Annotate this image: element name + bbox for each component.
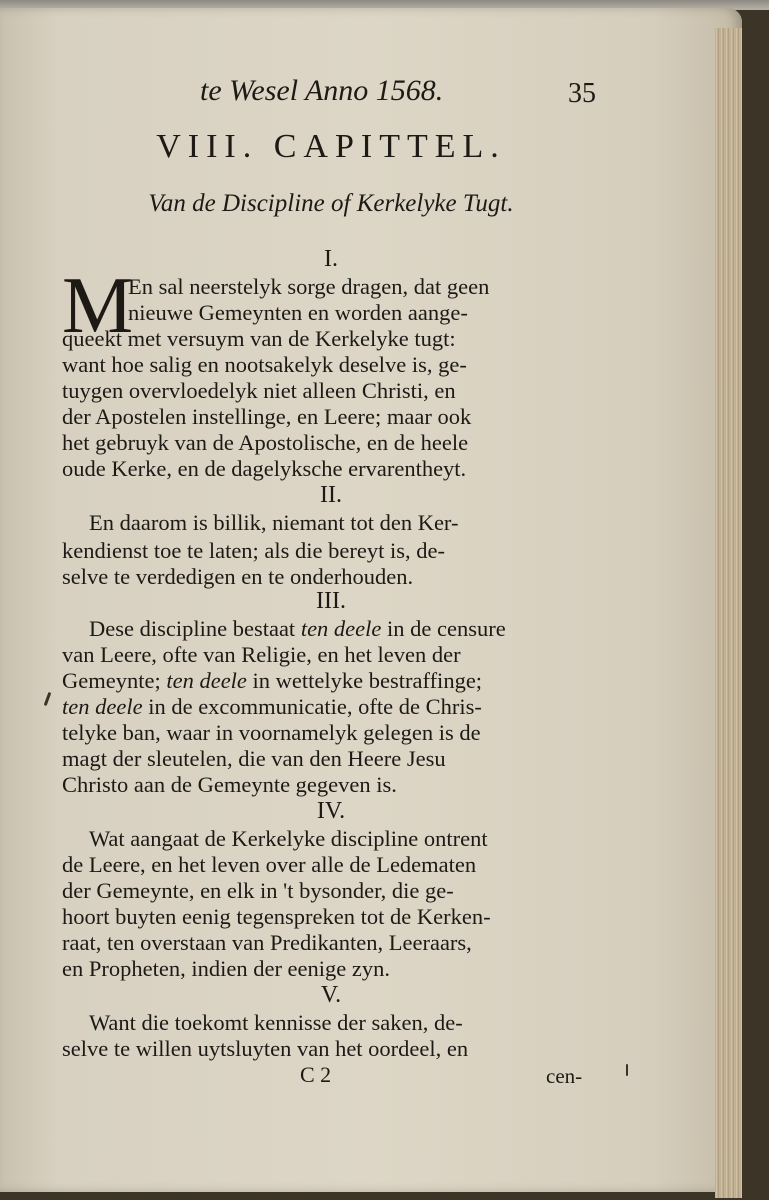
text-line: oude Kerke, en de dagelyksche ervarentheyt.	[62, 456, 467, 481]
text-line	[62, 694, 482, 720]
text-line: En sal neerstelyk sorge dragen, dat geen	[128, 274, 490, 299]
text-line: hoort buyten eenig tegenspreken tot de Kerken-	[62, 904, 491, 929]
text-line: nieuwe Gemeynten en worden aange-	[128, 300, 468, 325]
page-edges	[715, 28, 742, 1198]
running-head: te Wesel Anno 1568.	[200, 74, 444, 107]
chapter-subtitle: Van de Discipline of Kerkelyke Tugt.	[148, 190, 514, 217]
text-line: en Propheten, indien der eenige zyn.	[62, 956, 391, 981]
ink-mark	[44, 692, 52, 706]
ink-mark	[626, 1064, 628, 1076]
text-span: in wettelyke bestraffinge;	[252, 668, 483, 693]
text-line: selve te willen uytsluyten van het oordeel, en	[62, 1036, 469, 1061]
text-line: selve te verdedigen en te onderhouden.	[62, 564, 414, 589]
italic-term: ten deele	[62, 694, 143, 719]
text-line	[89, 616, 506, 642]
text-line: van Leere, ofte van Religie, en het leven der	[62, 642, 461, 667]
section-numeral-4: IV.	[316, 798, 346, 824]
book-page	[0, 8, 742, 1192]
catchword: cen-	[546, 1064, 583, 1088]
text-span: in de censure	[387, 616, 506, 641]
text-line: Christo aan de Gemeynte gegeven is.	[62, 772, 397, 797]
italic-term: ten deele	[300, 616, 382, 641]
drop-cap: M	[62, 262, 134, 350]
text-span: Dese discipline bestaat	[89, 616, 296, 641]
text-line: Want die toekomt kennisse der saken, de-	[89, 1010, 463, 1035]
text-line: kendienst toe te laten; als die bereyt is, de-	[62, 538, 445, 563]
italic-term: ten deele	[166, 668, 247, 693]
text-line: de Leere, en het leven over alle de Ledematen	[62, 852, 477, 877]
text-line: tuygen overvloedelyk niet alleen Christi, en	[62, 378, 456, 403]
text-line	[62, 668, 482, 694]
text-line: der Apostelen instellinge, en Leere; maar ook	[62, 404, 472, 429]
text-line: queekt met versuym van de Kerkelyke tugt:	[62, 326, 456, 351]
section-numeral-1: I.	[324, 246, 338, 272]
text-line: want hoe salig en nootsakelyk deselve is, ge-	[62, 352, 467, 377]
signature-mark: C 2	[300, 1062, 332, 1087]
text-line: der Gemeynte, en elk in 't bysonder, die ge-	[62, 878, 454, 903]
section-numeral-3: III.	[316, 588, 346, 614]
text-span: in de excommunicatie, ofte de Chris-	[148, 694, 482, 719]
text-line: magt der sleutelen, die van den Heere Jesu	[62, 746, 446, 771]
text-line: Wat aangaat de Kerkelyke discipline ontrent	[89, 826, 488, 851]
page-header	[0, 74, 742, 114]
section-numeral-2: II.	[320, 482, 342, 508]
page-number: 35	[568, 78, 596, 109]
section-numeral-5: V.	[320, 982, 342, 1008]
text-span: Gemeynte;	[62, 668, 161, 693]
chapter-title: VIII. CAPITTEL.	[156, 128, 506, 165]
text-line: raat, ten overstaan van Predikanten, Leeraars,	[62, 930, 472, 955]
text-line: telyke ban, waar in voornamelyk gelegen is de	[62, 720, 481, 745]
text-line: het gebruyk van de Apostolische, en de heele	[62, 430, 469, 455]
text-line: En daarom is billik, niemant tot den Ker-	[89, 510, 459, 535]
